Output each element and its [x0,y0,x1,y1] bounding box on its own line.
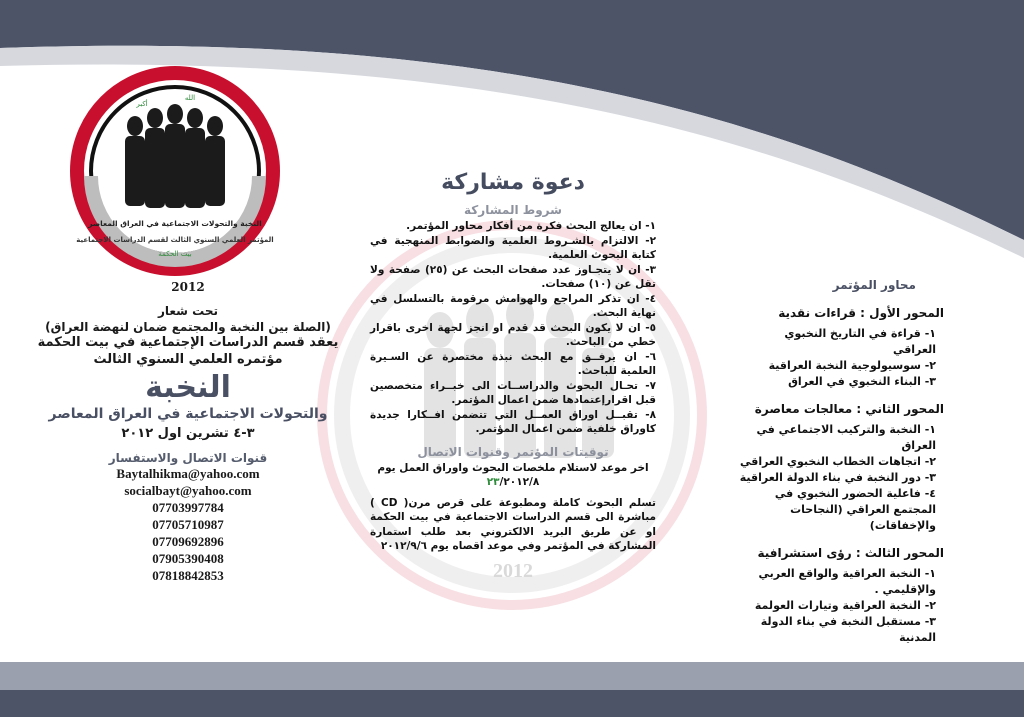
contact-email-1[interactable]: Baytalhikma@yahoo.com [116,466,260,481]
contact-phone-3: 07709692896 [152,534,224,549]
condition-4: ٤- ان تذكر المراجع والهوامش مرقومة بالتسلسل في نهاية البحث. [370,292,656,319]
axis-3-item: ٢- النخبة العراقية وتيارات العولمة [754,599,936,612]
contact-phone-2: 07705710987 [152,517,224,532]
right-column [738,278,944,646]
contact-header: قنوات الاتصال والاستفسار [108,451,268,465]
deadline-day: ٢٣ [486,476,500,488]
conference-subtitle: والتحولات الاجتماعية في العراق المعاصر [48,406,328,422]
deadline-date [370,475,656,490]
condition-6: ٦- ان يرفــق مع البحث نبذة مختصرة عن السـيرة العلمية للباحث. [370,350,656,377]
logo-ring-text: المؤتمر العلمي السنوي الثالث لقسم الدراسات الاجتماعية [76,236,274,244]
middle-column [370,170,656,583]
deadline-text: اخر موعد لاستلام ملخصات البحوث واوراق العمل يوم [377,461,649,474]
timing-header: توقيتات المؤتمر وقنوات الاتصال [417,444,609,459]
axis-1-item: ٢- سوسيولوجية النخبة العراقية [768,359,936,372]
axis-2-item: ٤- فاعلية الحضور النخبوي في المجتمع العراقي (النجاحات والإخفاقات) [774,487,936,532]
contact-email-2[interactable]: socialbayt@yahoo.com [124,483,252,498]
contact-phone-4: 07905390408 [152,551,224,566]
conference-logo [70,66,280,276]
logo-bottom-text: بيت الحكمة [158,250,192,258]
axis-2-item: ٣- دور النخبة في بناء الدولة العراقية [739,471,936,484]
logo-left-text: أكبر [136,100,148,108]
condition-7: ٧- تحـال البحوث والدراســات الى خبــراء متخصصين قبل اقرارإعتمادها ضمن اعمال المؤتمر. [370,379,656,406]
watermark-year: 2012 [493,559,533,582]
people-silhouettes-icon [125,104,225,208]
left-column [28,280,348,584]
axes-header: محاور المؤتمر [832,278,916,292]
axis-1-item: ٣- البناء النخبوي في العراق [788,375,936,388]
conditions-header: شروط المشاركة [464,203,562,217]
logo-top-text: الله [184,94,196,102]
invitation-heading: دعوة مشاركة [441,170,585,195]
axis-3-title: المحور الثالث : رؤى استشرافية [757,546,944,560]
condition-3: ٣- ان لا يتجـاوز عدد صفحات البحث عن (٢٥) صفحة ولا تقل عن (١٠) صفحات. [370,263,657,290]
axis-3-item: ١- النخبة العراقية والواقع العربي والإقليمي . [758,567,936,596]
deadline-month-year: /٢٠١٢/٨ [499,476,540,488]
axis-2-item: ٢- اتجاهات الخطاب النخبوي العراقي [740,455,936,468]
organizer-line-2: مؤتمره العلمي السنوي الثالث [93,352,283,367]
bottom-band-light [0,662,1024,692]
conference-date: ٣-٤ تشرين اول ٢٠١٢ [121,426,255,441]
condition-1: ١- ان يعالج البحث فكرة من أفكار محاور المؤتمر. [406,220,656,232]
bottom-band [0,690,1024,717]
conference-title: النخبة [145,370,231,405]
year-label: 2012 [171,280,205,294]
contact-phone-1: 07703997784 [152,500,224,515]
logo-inner-text: النخبة والتحولات الاجتماعية في العراق المعاصر [88,219,262,228]
axis-2-title: المحور الثاني : معالجات معاصرة [754,402,944,416]
condition-2: ٢- الالتزام بالشـروط العلمية والضوابط المنهجية في كتابة البحوث العلمية. [370,234,656,261]
slogan-text: (الصلة بين النخبة والمجتمع ضمان لنهضة العراق) [45,320,331,334]
organizer-line-1: يعقد قسم الدراسات الإجتماعية في بيت الحكمة [37,335,339,350]
axis-1-item: ١- قراءة في التاريخ النخبوي العراقي [784,327,936,356]
axis-3-item: ٣- مستقبل النخبة في بناء الدولة المدنية [760,615,936,644]
condition-8: ٨- تقبــل اوراق العمــل التي تتضمن افــكارا جديدة كاوراق خلفية ضمن اعمال المؤتمر. [370,408,656,435]
slogan-header: تحت شعار [157,304,219,318]
axis-1-title: المحور الأول : قراءات نقدية [778,306,944,320]
submission-text: تسلم البحوث كاملة ومطبوعة على قرص مرن( CD ) مباشرة الى قسم الدراسات الاجتماعية في بيت الحكمة او عن طريق البريد الالكتروني بعد طلب استمارة المشاركة في المؤتمر وفي موعد اقصاه يوم ٢٠١٢/٩/٦ [370,496,656,552]
contact-phone-5: 07818842853 [152,568,224,583]
axis-2-item: ١- النخبة والتركيب الاجتماعي في العراق [756,423,936,452]
condition-5: ٥- ان لا يكون البحث قد قدم او انجز لجهة اخرى باقرار خطي من الباحث. [370,321,656,348]
